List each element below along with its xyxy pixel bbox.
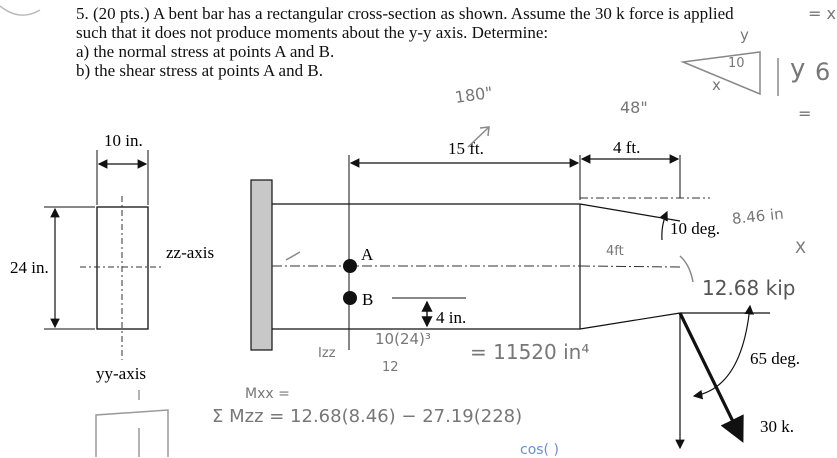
- hw-4ft: 4ft: [606, 244, 624, 259]
- hw-846in: 8.46 in: [731, 204, 785, 228]
- wall-support: [251, 180, 272, 350]
- hw-mzz-equation: Σ Mzz = 12.68(8.46) − 27.19(228): [212, 406, 523, 427]
- hw-x-right: X: [795, 238, 806, 257]
- cross-section: [10, 131, 214, 383]
- y-axis-label: yy-axis: [96, 364, 147, 383]
- hw-y-top: y: [740, 26, 749, 44]
- length-label: 15 ft.: [448, 139, 484, 158]
- hw-10: 10: [728, 56, 745, 71]
- force-arrow: [680, 313, 742, 440]
- hw-180in: 180": [453, 82, 494, 107]
- hw-x-top: = x: [808, 4, 836, 23]
- hw-1268kip: 12.68 kip: [702, 276, 796, 300]
- problem-line-2: such that it does not produce moments about the y-y axis. Determine:: [76, 23, 549, 42]
- angle-arc: [662, 212, 667, 240]
- hw-6: 6: [815, 58, 831, 86]
- problem-line-1: 5. (20 pts.) A bent bar has a rectangular cross-section as shown. Assume the 30 k force is applied: [76, 4, 734, 23]
- hw-moment-inertia-result: = 11520 in⁴: [470, 340, 590, 364]
- hw-x-small: x: [712, 76, 721, 94]
- point-a-label: A: [361, 245, 374, 264]
- hw-y-right: y: [790, 54, 806, 84]
- hw-mxx: Mxx =: [245, 386, 290, 402]
- section-height-label: 24 in.: [10, 258, 49, 277]
- handwritten-sketch: [286, 52, 778, 282]
- b-offset-label: 4 in.: [436, 308, 467, 327]
- point-a: [343, 259, 357, 273]
- force-angle-label: 65 deg.: [750, 349, 801, 368]
- force-label: 30 k.: [760, 417, 794, 436]
- section-width-label: 10 in.: [104, 131, 143, 150]
- z-axis-label: zz-axis: [166, 243, 215, 262]
- hw-moment-inertia-numerator: 10(24)³: [375, 330, 431, 348]
- angle-label: 10 deg.: [670, 219, 721, 238]
- force-angle-arc: [694, 306, 750, 396]
- hw-48in: 48": [620, 98, 648, 117]
- problem-line-3: a) the normal stress at points A and B.: [76, 42, 335, 61]
- hw-moment-inertia-denominator: 12: [382, 360, 399, 375]
- problem-line-4: b) the shear stress at points A and B.: [76, 61, 323, 80]
- point-b-label: B: [362, 290, 374, 309]
- point-b: [343, 291, 357, 305]
- hw-cos: cos( ): [520, 442, 559, 458]
- ext-label: 4 ft.: [613, 138, 641, 157]
- hw-izz: Izz: [318, 346, 336, 361]
- hw-equals: =: [798, 104, 812, 123]
